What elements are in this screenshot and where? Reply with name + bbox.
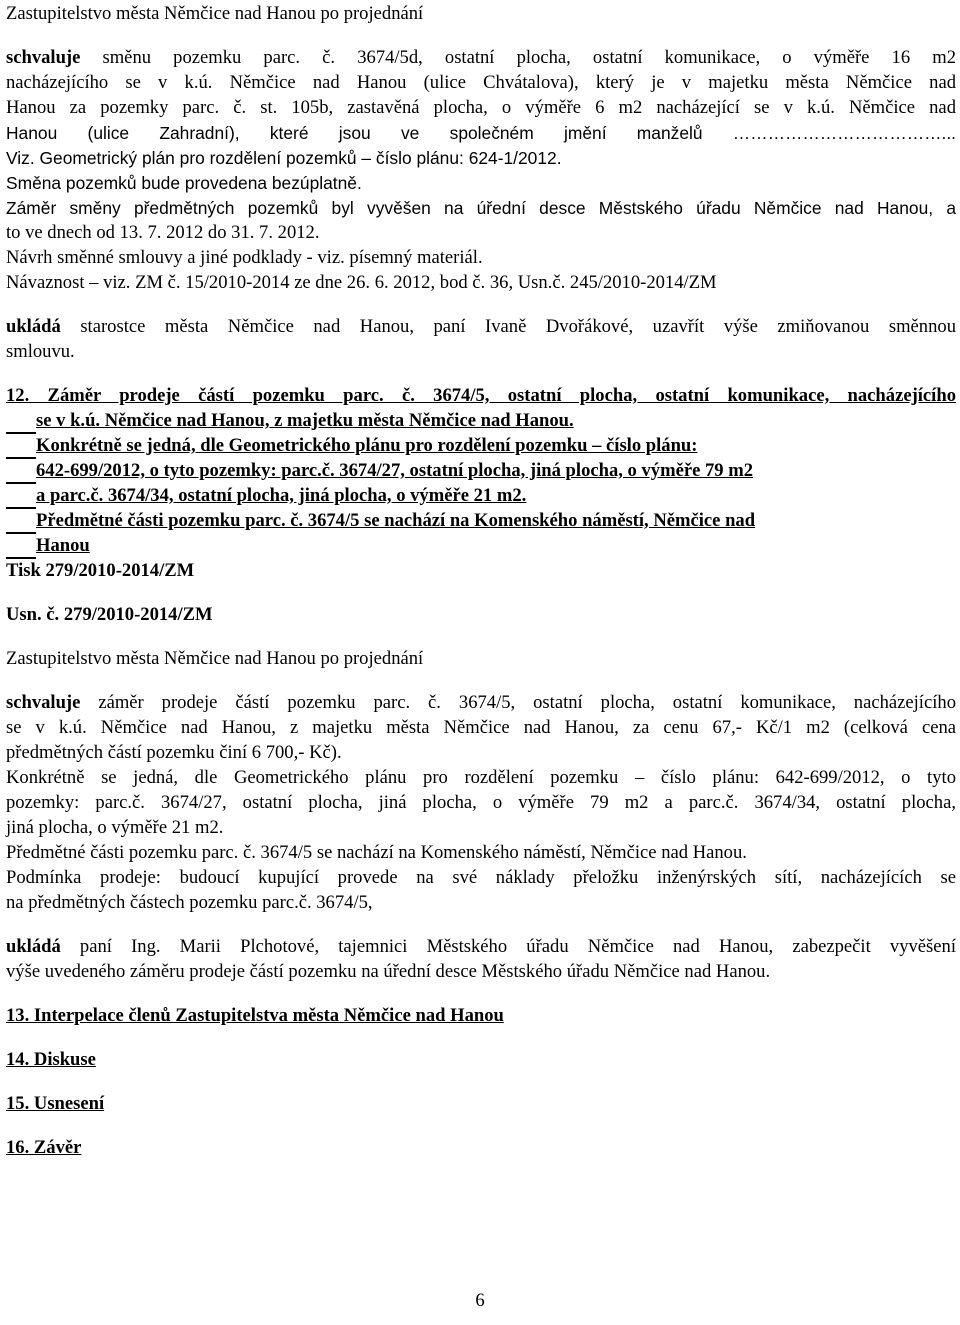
section-13-heading: 13. Interpelace členů Zastupitelstva města Němčice nad Hanou: [6, 1005, 504, 1026]
text-line: Směna pozemků bude provedena bezúplatně.: [6, 173, 362, 193]
text-fragment: směnu pozemku parc. č. 3674/5d, ostatní plocha, ostatní komunikace, o výměře 16 m2: [80, 47, 956, 68]
underline-indent: [6, 457, 36, 459]
text-line: Konkrétně se jedná, dle Geometrického plánu pro rozdělení pozemku – číslo plánu: 642-699/2012, o tyto: [6, 767, 956, 788]
text-line: jiná plocha, o výměře 21 m2.: [6, 817, 224, 838]
resolution-number: Usn. č. 279/2010-2014/ZM: [6, 604, 213, 625]
underline-indent: [6, 482, 36, 484]
text-line: Záměr směny předmětných pozemků byl vyvěšen na úřední desce Městského úřadu Němčice nad Hanou, a: [6, 198, 956, 218]
section-12-heading-cont: 642-699/2012, o tyto pozemky: parc.č. 3674/27, ostatní plocha, jiná plocha, o výměře 79 m2: [36, 460, 754, 481]
section-12-heading: 12. Záměr prodeje částí pozemku parc. č. 3674/5, ostatní plocha, ostatní komunikace, nacházejícího: [6, 385, 956, 406]
text-line: Viz. Geometrický plán pro rozdělení pozemků – číslo plánu: 624-1/2012.: [6, 148, 562, 168]
text-line: se v k.ú. Němčice nad Hanou, z majetku města Němčice nad Hanou, za cenu 67,- Kč/1 m2 (celková cena: [6, 717, 956, 738]
underline-indent: [6, 557, 36, 559]
underline-indent: [6, 432, 36, 434]
section-12-heading-cont: se v k.ú. Němčice nad Hanou, z majetku města Němčice nad Hanou.: [36, 410, 574, 431]
keyword-orders: ukládá: [6, 316, 61, 337]
section-12-heading-cont: Konkrétně se jedná, dle Geometrického plánu pro rozdělení pozemku – číslo plánu:: [36, 435, 698, 456]
section-16-heading: 16. Závěr: [6, 1137, 82, 1158]
text-line: smlouvu.: [6, 341, 75, 362]
print-number: Tisk 279/2010-2014/ZM: [6, 560, 195, 581]
text-line: předmětných částí pozemku činí 6 700,- Kč).: [6, 742, 342, 763]
text-line: Návaznost – viz. ZM č. 15/2010-2014 ze dne 26. 6. 2012, bod č. 36, Usn.č. 245/2010-2014/ZM: [6, 272, 717, 293]
section-12-heading-cont: a parc.č. 3674/34, ostatní plocha, jiná plocha, o výměře 21 m2.: [36, 485, 527, 506]
text-line: Hanou (ulice Zahradní), které jsou ve společném jmění manželů ………………………………...: [6, 123, 956, 143]
council-intro: Zastupitelstvo města Němčice nad Hanou po projednání: [6, 3, 424, 24]
text-fragment: záměr prodeje částí pozemku parc. č. 3674/5, ostatní plocha, ostatní komunikace, nacházejícího: [80, 692, 956, 713]
text-fragment: starostce města Němčice nad Hanou, paní Ivaně Dvořákové, uzavřít výše zmiňovanou směnnou: [60, 316, 956, 337]
section-14-heading: 14. Diskuse: [6, 1049, 96, 1070]
underline-indent: [6, 532, 36, 534]
text-line: to ve dnech od 13. 7. 2012 do 31. 7. 2012.: [6, 222, 320, 243]
text-line: na předmětných částech pozemku parc.č. 3674/5,: [6, 892, 373, 913]
section-12-heading-cont: Hanou: [36, 535, 90, 556]
keyword-orders: ukládá: [6, 936, 61, 957]
section-15-heading: 15. Usnesení: [6, 1093, 105, 1114]
text-line: výše uvedeného záměru prodeje částí pozemku na úřední desce Městského úřadu Němčice nad Hanou.: [6, 961, 771, 982]
resolution-approves-line: [6, 692, 956, 714]
council-intro: Zastupitelstvo města Němčice nad Hanou po projednání: [6, 648, 424, 669]
text-line: pozemky: parc.č. 3674/27, ostatní plocha, jiná plocha, o výměře 79 m2 a parc.č. 3674/34, ostatní plocha,: [6, 792, 956, 813]
underline-indent: [6, 507, 36, 509]
resolution-orders-line: [6, 936, 956, 958]
keyword-approves: schvaluje: [6, 47, 81, 68]
text-line: Podmínka prodeje: budoucí kupující provede na své náklady přeložku inženýrských sítí, nacházejících se: [6, 867, 956, 888]
page-number: 6: [475, 1290, 485, 1311]
resolution-approves-line: [6, 47, 956, 69]
section-12-heading-cont: Předmětné části pozemku parc. č. 3674/5 se nachází na Komenského náměstí, Němčice nad: [36, 510, 756, 531]
text-line: Předmětné části pozemku parc. č. 3674/5 se nachází na Komenského náměstí, Němčice nad Hanou.: [6, 842, 747, 863]
text-line: Návrh směnné smlouvy a jiné podklady - viz. písemný materiál.: [6, 247, 483, 268]
text-line: Hanou za pozemky parc. č. st. 105b, zastavěná plocha, o výměře 6 m2 nacházející se v k.ú. Němčice nad: [6, 97, 956, 118]
resolution-orders-line: [6, 316, 956, 338]
text-line: nacházejícího se v k.ú. Němčice nad Hanou (ulice Chvátalova), který je v majetku města Němčice nad: [6, 72, 956, 93]
keyword-approves: schvaluje: [6, 692, 81, 713]
text-fragment: paní Ing. Marii Plchotové, tajemnici Městského úřadu Němčice nad Hanou, zabezpečit vyvěšení: [60, 936, 956, 957]
